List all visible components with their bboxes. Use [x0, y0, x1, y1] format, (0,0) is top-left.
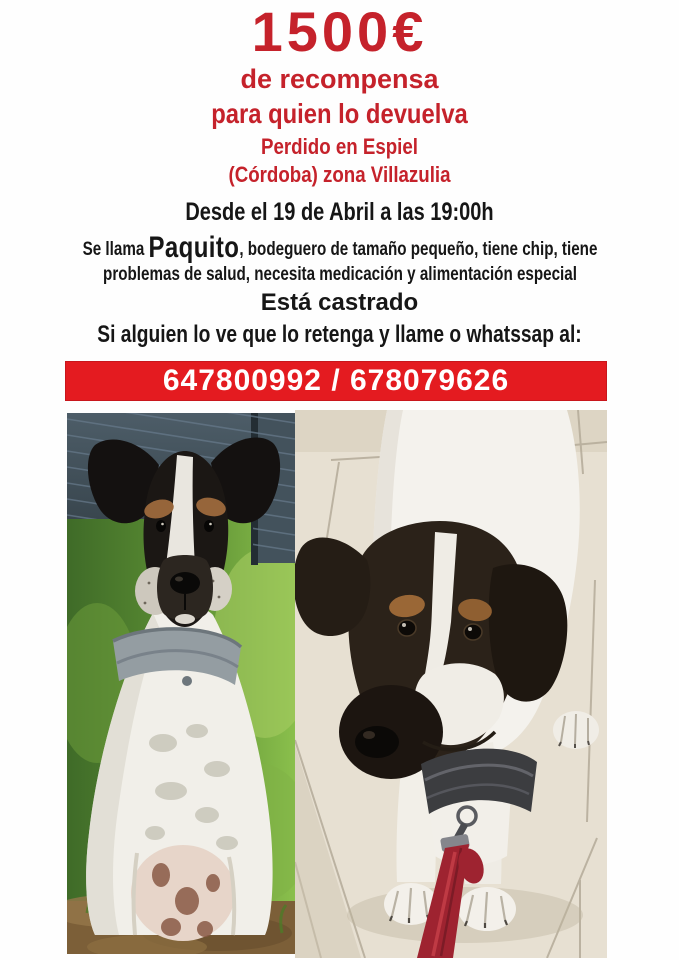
dog-photos [67, 410, 607, 958]
phone-banner [65, 361, 607, 401]
description-suffix: , bodeguero de tamaño pequeño, tiene chip, tiene problemas de salud, necesita medicación y alimentación especial [103, 239, 598, 285]
phone-numbers: 647800992 / 678079626 [162, 363, 510, 397]
lost-location-line: Perdido en Espiel [261, 134, 418, 159]
return-line: para quien lo devuelva [211, 98, 468, 129]
neutered-line: Está castrado [260, 288, 419, 316]
lost-datetime: Desde el 19 de Abril a las 19:00h [185, 198, 494, 226]
dog-description [52, 233, 628, 287]
dog-photo-right [295, 410, 607, 958]
lost-zone-line: (Córdoba) zona Villazulia [228, 162, 451, 187]
reward-line: de recompensa [240, 64, 439, 94]
description-prefix: Se llama [82, 239, 145, 260]
reward-amount: 1500€ [251, 0, 428, 63]
dog-name: Paquito [148, 231, 240, 264]
contact-prompt: Si alguien lo ve que lo retenga y llame o whatssap al: [97, 321, 582, 349]
dog-photo-left [67, 413, 295, 954]
